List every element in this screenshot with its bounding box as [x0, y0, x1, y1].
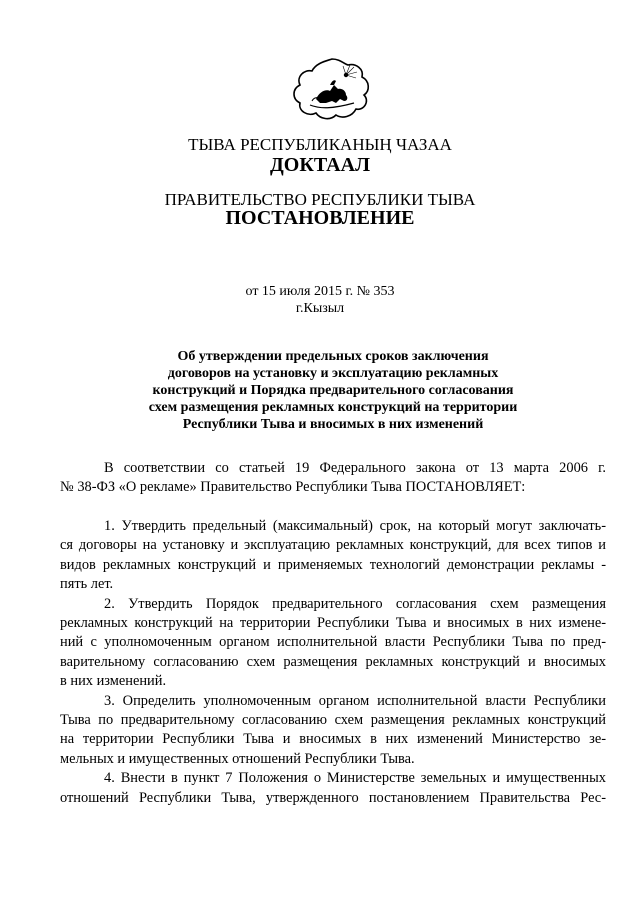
tuva-emblem-icon [290, 55, 374, 125]
text-line: В соответствии со статьей 19 Федерального закона от 13 марта 2006 г. [104, 460, 606, 476]
text-line: № 38-ФЗ «О рекламе» Правительство Республики Тыва ПОСТАНОВЛЯЕТ: [60, 479, 526, 496]
item-1-line: пять лет. [60, 576, 114, 593]
item-2-line: в них изменений. [60, 673, 167, 690]
title-line: договоров на установку и эксплуатацию рекламных [167, 366, 499, 381]
date-and-number: от 15 июля 2015 г. № 353 [245, 284, 395, 299]
tuvan-government-name: ТЫВА РЕСПУБЛИКАНЫҢ ЧАЗАА [188, 135, 452, 154]
item-1-line: 1. Утвердить предельный (максимальный) срок, на который могут заключать- [104, 518, 606, 534]
item-2-line: варительному согласованию схем размещения рекламных конструкций и вносимых [60, 653, 606, 670]
item-2-line: рекламных конструкций на территории Республики Тыва и вносимых в них измене- [60, 615, 606, 632]
item-4-line: отношений Республики Тыва, утвержденного постановлением Правительства Рес- [60, 789, 606, 806]
item-1-line: видов рекламных конструкций и применяемых технологий демонстрации рекламы - [60, 556, 606, 573]
resolution-items [60, 517, 606, 808]
title-line: схем размещения рекламных конструкций на территории [148, 400, 518, 415]
item-1-line: ся договоры на установку и эксплуатацию рекламных конструкций, для всех типов и [60, 537, 606, 554]
russian-government-name: ПРАВИТЕЛЬСТВО РЕСПУБЛИКИ ТЫВА [164, 190, 476, 209]
item-3-line: Тыва по предварительному согласованию схем размещения рекламных конструкций [60, 712, 606, 729]
tuvan-document-type: ДОКТААЛ [270, 154, 370, 176]
item-2-line: ний с уполномоченным органом исполнительной власти Республики Тыва по пред- [60, 634, 606, 651]
item-3-line: мельных и имущественных отношений Республики Тыва. [60, 750, 415, 767]
document-title [100, 348, 566, 433]
title-line: Республики Тыва и вносимых в них изменений [182, 417, 484, 432]
item-4-line: 4. Внести в пункт 7 Положения о Министерстве земельных и имущественных [104, 770, 606, 787]
preamble-paragraph [60, 459, 606, 498]
item-3-line: 3. Определить уполномоченным органом исполнительной власти Республики [104, 692, 606, 709]
title-line: конструкций и Порядка предварительного согласования [152, 383, 514, 398]
city: г.Кызыл [295, 301, 345, 316]
title-line: Об утверждении предельных сроков заключения [177, 349, 489, 364]
item-3-line: на территории Республики Тыва и вносимых в них изменений Министерство зе- [60, 731, 606, 748]
russian-document-type: ПОСТАНОВЛЕНИЕ [225, 207, 415, 229]
item-2-line: 2. Утвердить Порядок предварительного согласования схем размещения [104, 595, 606, 612]
